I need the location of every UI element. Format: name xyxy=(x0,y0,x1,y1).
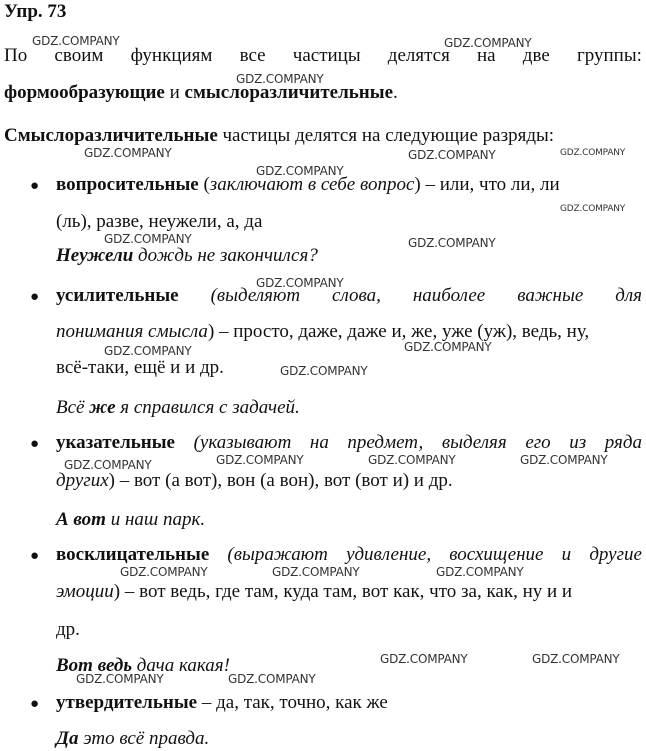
bullet-icon: ● xyxy=(30,696,40,712)
watermark: GDZ.COMPANY xyxy=(560,204,626,214)
intro-line-1: По своим функциям все частицы делятся на две группы: xyxy=(4,45,642,66)
watermark: GDZ.COMPANY xyxy=(532,652,620,666)
bullet-icon: ● xyxy=(30,178,40,194)
watermark: GDZ.COMPANY xyxy=(560,148,626,158)
intro-line-2: формообразующие и смыслоразличительные. xyxy=(4,82,398,103)
item-intensifying-line-3: всё-таки, ещё и и др. xyxy=(56,357,224,378)
watermark: GDZ.COMPANY xyxy=(408,148,496,162)
watermark: GDZ.COMPANY xyxy=(228,672,316,686)
watermark: GDZ.COMPANY xyxy=(404,340,492,354)
item-demonstrative-example: А вот и наш парк. xyxy=(56,509,206,530)
watermark: GDZ.COMPANY xyxy=(216,453,304,467)
section-heading: Смыслоразличительные частицы делятся на следующие разряды: xyxy=(4,125,555,146)
item-questioning-example: Неужели дождь не закончился? xyxy=(56,245,318,266)
watermark: GDZ.COMPANY xyxy=(64,458,152,472)
watermark: GDZ.COMPANY xyxy=(436,565,524,579)
watermark: GDZ.COMPANY xyxy=(104,232,192,246)
bullet-icon: ● xyxy=(30,436,40,452)
watermark: GDZ.COMPANY xyxy=(104,344,192,358)
bullet-icon: ● xyxy=(30,289,40,305)
item-demonstrative-line-2: других) – вот (а вот), вон (а вон), вот (вот и) и др. xyxy=(56,470,453,491)
watermark: GDZ.COMPANY xyxy=(408,236,496,250)
item-intensifying-line-2: понимания смысла) – просто, даже, даже и, же, уже (уж), ведь, ну, xyxy=(56,321,590,342)
item-exclamatory-line-3: др. xyxy=(56,619,80,640)
item-demonstrative-line-1: указательные (указывают на предмет, выделяя его из ряда xyxy=(56,432,642,453)
watermark: GDZ.COMPANY xyxy=(84,146,172,160)
item-intensifying-example: Всё же я справился с задачей. xyxy=(56,397,300,418)
watermark: GDZ.COMPANY xyxy=(444,36,532,50)
watermark: GDZ.COMPANY xyxy=(280,364,368,378)
item-questioning-line-1: вопросительные (заключают в себе вопрос) – или, что ли, ли xyxy=(56,174,560,195)
watermark: GDZ.COMPANY xyxy=(272,565,360,579)
watermark: GDZ.COMPANY xyxy=(120,565,208,579)
item-exclamatory-line-2: эмоции) – вот ведь, где там, куда там, вот как, что за, как, ну и и xyxy=(56,581,573,602)
item-exclamatory-example: Вот ведь дача какая! xyxy=(56,655,230,676)
item-affirmative-example: Да это всё правда. xyxy=(56,728,210,749)
item-exclamatory-line-1: восклицательные (выражают удивление, восхищение и другие xyxy=(56,544,642,565)
exercise-title: Упр. 73 xyxy=(4,1,67,22)
watermark: GDZ.COMPANY xyxy=(256,164,344,178)
item-affirmative-line-1: утвердительные – да, так, точно, как же xyxy=(56,692,388,713)
item-intensifying-line-1: усилительные (выделяют слова, наиболее важные для xyxy=(56,285,642,306)
watermark: GDZ.COMPANY xyxy=(380,652,468,666)
watermark: GDZ.COMPANY xyxy=(76,672,164,686)
bullet-icon: ● xyxy=(30,548,40,564)
watermark: GDZ.COMPANY xyxy=(32,34,120,48)
watermark: GDZ.COMPANY xyxy=(256,276,344,290)
watermark: GDZ.COMPANY xyxy=(520,453,608,467)
item-questioning-line-2: (ль), разве, неужели, а, да xyxy=(56,211,263,232)
watermark: GDZ.COMPANY xyxy=(236,72,324,86)
watermark: GDZ.COMPANY xyxy=(368,453,456,467)
